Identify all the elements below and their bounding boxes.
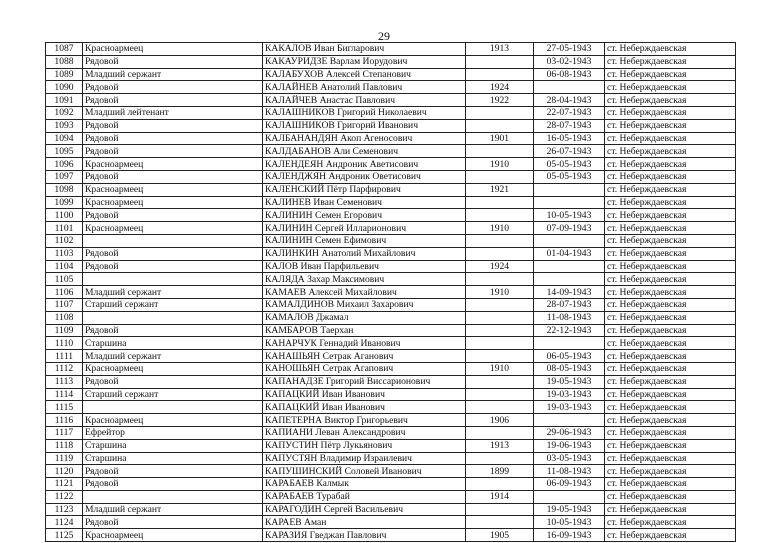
burial-place: ст. Неберждаевская	[605, 106, 736, 119]
rank: Рядовой	[83, 55, 263, 68]
rank: Рядовой	[83, 81, 263, 94]
record-number: 1088	[46, 55, 83, 68]
birth-year	[466, 145, 534, 158]
soldier-name: КАПАНАДЗЕ Григорий Виссарионович	[263, 375, 466, 388]
death-date: 16-09-1943	[534, 529, 605, 542]
burial-place: ст. Неберждаевская	[605, 170, 736, 183]
rank: Рядовой	[83, 145, 263, 158]
record-number: 1089	[46, 68, 83, 81]
soldier-name: КАПУШИНСКИЙ Соловей Иванович	[263, 465, 466, 478]
rank: Рядовой	[83, 209, 263, 222]
table-row	[46, 94, 736, 107]
soldier-name: КАЛБАНАНДЯН Акоп Агеносович	[263, 132, 466, 145]
table-row	[46, 106, 736, 119]
burial-place: ст. Неберждаевская	[605, 478, 736, 491]
burial-place: ст. Неберждаевская	[605, 350, 736, 363]
burial-place: ст. Неберждаевская	[605, 516, 736, 529]
table-row	[46, 170, 736, 183]
death-date: 06-05-1943	[534, 350, 605, 363]
table-row	[46, 414, 736, 427]
death-date: 06-09-1943	[534, 478, 605, 491]
soldier-name: КАНАШЬЯН Сетрак Аганович	[263, 350, 466, 363]
record-number: 1100	[46, 209, 83, 222]
table-row	[46, 324, 736, 337]
death-date	[534, 183, 605, 196]
birth-year: 1910	[466, 286, 534, 299]
table-row	[46, 81, 736, 94]
birth-year	[466, 170, 534, 183]
table-row	[46, 503, 736, 516]
soldier-name: КАЛАЙЧЕВ Анастас Павлович	[263, 94, 466, 107]
record-number: 1090	[46, 81, 83, 94]
rank: Старшина	[83, 452, 263, 465]
table-row	[46, 132, 736, 145]
death-date	[534, 196, 605, 209]
burial-place: ст. Неберждаевская	[605, 273, 736, 286]
birth-year: 1913	[466, 439, 534, 452]
death-date: 11-08-1943	[534, 311, 605, 324]
rank: Младший сержант	[83, 503, 263, 516]
burial-place: ст. Неберждаевская	[605, 298, 736, 311]
record-number: 1124	[46, 516, 83, 529]
record-number: 1101	[46, 222, 83, 235]
soldier-name: КАЛАШНИКОВ Григорий Иванович	[263, 119, 466, 132]
table-row	[46, 439, 736, 452]
table-row	[46, 298, 736, 311]
death-date: 01-04-1943	[534, 247, 605, 260]
table-row	[46, 43, 736, 56]
table-row	[46, 465, 736, 478]
birth-year	[466, 350, 534, 363]
soldier-name: КАЛЯДА Захар Максимович	[263, 273, 466, 286]
death-date: 05-05-1943	[534, 158, 605, 171]
soldier-name: КАЛЕНДЕЯН Андроник Аветисович	[263, 158, 466, 171]
birth-year	[466, 298, 534, 311]
death-date: 03-02-1943	[534, 55, 605, 68]
soldier-name: КАНОШЬЯН Сетрак Агапович	[263, 362, 466, 375]
death-date	[534, 414, 605, 427]
rank: Красноармеец	[83, 362, 263, 375]
birth-year	[466, 324, 534, 337]
burial-place: ст. Неберждаевская	[605, 55, 736, 68]
rank: Красноармеец	[83, 414, 263, 427]
birth-year	[466, 401, 534, 414]
rank: Рядовой	[83, 516, 263, 529]
birth-year: 1901	[466, 132, 534, 145]
record-number: 1104	[46, 260, 83, 273]
record-number: 1091	[46, 94, 83, 107]
soldier-name: КАЛАЙНЕВ Анатолий Павлович	[263, 81, 466, 94]
soldier-name: КАМАЕВ Алексей Михайлович	[263, 286, 466, 299]
table-row	[46, 119, 736, 132]
birth-year	[466, 337, 534, 350]
record-number: 1116	[46, 414, 83, 427]
death-date: 28-04-1943	[534, 94, 605, 107]
birth-year	[466, 516, 534, 529]
rank	[83, 490, 263, 503]
table-row	[46, 55, 736, 68]
burial-place: ст. Неберждаевская	[605, 209, 736, 222]
soldier-name: КАЛИНЕВ Иван Семенович	[263, 196, 466, 209]
birth-year	[466, 247, 534, 260]
memorial-roll-table	[45, 42, 736, 542]
birth-year: 1910	[466, 362, 534, 375]
record-number: 1111	[46, 350, 83, 363]
record-number: 1115	[46, 401, 83, 414]
rank: Рядовой	[83, 119, 263, 132]
burial-place: ст. Неберждаевская	[605, 375, 736, 388]
rank: Ефрейтор	[83, 426, 263, 439]
table-row	[46, 388, 736, 401]
table-row	[46, 375, 736, 388]
table-row	[46, 426, 736, 439]
record-number: 1107	[46, 298, 83, 311]
rank: Красноармеец	[83, 43, 263, 56]
record-number: 1105	[46, 273, 83, 286]
burial-place: ст. Неберждаевская	[605, 362, 736, 375]
burial-place: ст. Неберждаевская	[605, 81, 736, 94]
rank: Старший сержант	[83, 388, 263, 401]
death-date: 19-05-1943	[534, 503, 605, 516]
rank: Старшина	[83, 439, 263, 452]
birth-year	[466, 68, 534, 81]
table-row	[46, 490, 736, 503]
rank: Красноармеец	[83, 183, 263, 196]
burial-place: ст. Неберждаевская	[605, 222, 736, 235]
rank: Рядовой	[83, 478, 263, 491]
rank: Рядовой	[83, 94, 263, 107]
death-date: 19-06-1943	[534, 439, 605, 452]
soldier-name: КАПУСТЯН Владимир Израилевич	[263, 452, 466, 465]
death-date: 19-05-1943	[534, 375, 605, 388]
birth-year: 1913	[466, 43, 534, 56]
burial-place: ст. Неберждаевская	[605, 490, 736, 503]
soldier-name: КАПАЦКИЙ Иван Иванович	[263, 388, 466, 401]
record-number: 1093	[46, 119, 83, 132]
birth-year	[466, 452, 534, 465]
death-date	[534, 81, 605, 94]
rank: Рядовой	[83, 170, 263, 183]
death-date: 03-05-1943	[534, 452, 605, 465]
death-date: 22-12-1943	[534, 324, 605, 337]
birth-year: 1905	[466, 529, 534, 542]
death-date: 10-05-1943	[534, 516, 605, 529]
soldier-name: КАМАЛДИНОВ Михаил Захарович	[263, 298, 466, 311]
burial-place: ст. Неберждаевская	[605, 401, 736, 414]
record-number: 1125	[46, 529, 83, 542]
death-date	[534, 234, 605, 247]
soldier-name: КАПАЦКИЙ Иван Иванович	[263, 401, 466, 414]
rank: Младший лейтенант	[83, 106, 263, 119]
table-row	[46, 222, 736, 235]
rank: Рядовой	[83, 260, 263, 273]
record-number: 1108	[46, 311, 83, 324]
death-date	[534, 260, 605, 273]
burial-place: ст. Неберждаевская	[605, 145, 736, 158]
burial-place: ст. Неберждаевская	[605, 94, 736, 107]
burial-place: ст. Неберждаевская	[605, 426, 736, 439]
death-date: 08-05-1943	[534, 362, 605, 375]
rank: Старшина	[83, 337, 263, 350]
page-number: 29	[378, 29, 390, 43]
table-row	[46, 234, 736, 247]
death-date: 14-09-1943	[534, 286, 605, 299]
rank: Рядовой	[83, 247, 263, 260]
record-number: 1123	[46, 503, 83, 516]
death-date	[534, 337, 605, 350]
soldier-name: КАЛИНИН Сергей Илларионович	[263, 222, 466, 235]
rank: Красноармеец	[83, 529, 263, 542]
burial-place: ст. Неберждаевская	[605, 183, 736, 196]
death-date: 27-05-1943	[534, 43, 605, 56]
rank: Младший сержант	[83, 286, 263, 299]
birth-year	[466, 388, 534, 401]
rank: Рядовой	[83, 132, 263, 145]
table-row	[46, 183, 736, 196]
burial-place: ст. Неберждаевская	[605, 311, 736, 324]
death-date: 29-06-1943	[534, 426, 605, 439]
table-row	[46, 478, 736, 491]
table-row	[46, 68, 736, 81]
birth-year: 1922	[466, 94, 534, 107]
soldier-name: КАЛАШНИКОВ Григорий Николаевич	[263, 106, 466, 119]
record-number: 1110	[46, 337, 83, 350]
rank: Рядовой	[83, 324, 263, 337]
soldier-name: КАКАЛОВ Иван Бигларович	[263, 43, 466, 56]
burial-place: ст. Неберждаевская	[605, 452, 736, 465]
soldier-name: КАЛИНКИН Анатолий Михайлович	[263, 247, 466, 260]
table-row	[46, 516, 736, 529]
memorial-roll-body	[46, 43, 736, 542]
soldier-name: КАРАБАЕВ Калмык	[263, 478, 466, 491]
soldier-name: КАЛАБУХОВ Алексей Степанович	[263, 68, 466, 81]
soldier-name: КАРАЗИЯ Гведжан Павлович	[263, 529, 466, 542]
record-number: 1094	[46, 132, 83, 145]
burial-place: ст. Неберждаевская	[605, 68, 736, 81]
rank: Старший сержант	[83, 298, 263, 311]
rank: Рядовой	[83, 465, 263, 478]
death-date: 05-05-1943	[534, 170, 605, 183]
burial-place: ст. Неберждаевская	[605, 529, 736, 542]
soldier-name: КАРАЕВ Аман	[263, 516, 466, 529]
birth-year	[466, 119, 534, 132]
soldier-name: КАКАУРИДЗЕ Варлам Иорудович	[263, 55, 466, 68]
burial-place: ст. Неберждаевская	[605, 337, 736, 350]
record-number: 1092	[46, 106, 83, 119]
record-number: 1120	[46, 465, 83, 478]
rank: Младший сержант	[83, 350, 263, 363]
soldier-name: КАПИАНИ Леван Александрович	[263, 426, 466, 439]
burial-place: ст. Неберждаевская	[605, 158, 736, 171]
burial-place: ст. Неберждаевская	[605, 324, 736, 337]
death-date: 11-08-1943	[534, 465, 605, 478]
soldier-name: КАРАГОДИН Сергей Васильевич	[263, 503, 466, 516]
burial-place: ст. Неберждаевская	[605, 465, 736, 478]
burial-place: ст. Неберждаевская	[605, 286, 736, 299]
rank	[83, 311, 263, 324]
record-number: 1102	[46, 234, 83, 247]
death-date: 28-07-1943	[534, 298, 605, 311]
table-row	[46, 337, 736, 350]
rank: Младший сержант	[83, 68, 263, 81]
burial-place: ст. Неберждаевская	[605, 43, 736, 56]
death-date: 19-03-1943	[534, 388, 605, 401]
record-number: 1117	[46, 426, 83, 439]
table-row	[46, 209, 736, 222]
table-row	[46, 529, 736, 542]
death-date: 26-07-1943	[534, 145, 605, 158]
birth-year	[466, 311, 534, 324]
soldier-name: КАНАРЧУК Геннадий Иванович	[263, 337, 466, 350]
birth-year: 1906	[466, 414, 534, 427]
birth-year	[466, 273, 534, 286]
soldier-name: КАПУСТИН Пётр Лукьянович	[263, 439, 466, 452]
table-row	[46, 145, 736, 158]
record-number: 1095	[46, 145, 83, 158]
burial-place: ст. Неберждаевская	[605, 503, 736, 516]
birth-year	[466, 234, 534, 247]
record-number: 1097	[46, 170, 83, 183]
birth-year	[466, 375, 534, 388]
birth-year: 1914	[466, 490, 534, 503]
table-row	[46, 196, 736, 209]
table-row	[46, 260, 736, 273]
rank: Красноармеец	[83, 222, 263, 235]
birth-year	[466, 503, 534, 516]
record-number: 1119	[46, 452, 83, 465]
death-date	[534, 490, 605, 503]
death-date: 07-09-1943	[534, 222, 605, 235]
burial-place: ст. Неберждаевская	[605, 247, 736, 260]
birth-year: 1910	[466, 222, 534, 235]
birth-year	[466, 478, 534, 491]
birth-year: 1924	[466, 260, 534, 273]
soldier-name: КАРАБАЕВ Турабай	[263, 490, 466, 503]
rank: Рядовой	[83, 375, 263, 388]
table-row	[46, 247, 736, 260]
table-row	[46, 311, 736, 324]
birth-year	[466, 106, 534, 119]
birth-year: 1899	[466, 465, 534, 478]
record-number: 1106	[46, 286, 83, 299]
birth-year	[466, 426, 534, 439]
soldier-name: КАМБАРОВ Таерхан	[263, 324, 466, 337]
burial-place: ст. Неберждаевская	[605, 414, 736, 427]
rank: Красноармеец	[83, 196, 263, 209]
table-row	[46, 286, 736, 299]
table-row	[46, 452, 736, 465]
death-date: 10-05-1943	[534, 209, 605, 222]
birth-year: 1910	[466, 158, 534, 171]
burial-place: ст. Неберждаевская	[605, 260, 736, 273]
soldier-name: КАЛИНИН Семен Егорович	[263, 209, 466, 222]
record-number: 1099	[46, 196, 83, 209]
record-number: 1098	[46, 183, 83, 196]
rank	[83, 401, 263, 414]
soldier-name: КАМАЛОВ Джамал	[263, 311, 466, 324]
burial-place: ст. Неберждаевская	[605, 132, 736, 145]
birth-year	[466, 209, 534, 222]
burial-place: ст. Неберждаевская	[605, 196, 736, 209]
soldier-name: КАЛЕНДЖЯН Андроник Оветисович	[263, 170, 466, 183]
rank	[83, 273, 263, 286]
soldier-name: КАПЕТЕРНА Виктор Григорьевич	[263, 414, 466, 427]
death-date: 22-07-1943	[534, 106, 605, 119]
record-number: 1113	[46, 375, 83, 388]
death-date: 28-07-1943	[534, 119, 605, 132]
record-number: 1114	[46, 388, 83, 401]
death-date: 19-03-1943	[534, 401, 605, 414]
burial-place: ст. Неберждаевская	[605, 388, 736, 401]
record-number: 1109	[46, 324, 83, 337]
soldier-name: КАЛЕНСКИЙ Пётр Парфирович	[263, 183, 466, 196]
soldier-name: КАЛИНИН Семен Ефимович	[263, 234, 466, 247]
birth-year	[466, 55, 534, 68]
death-date: 16-05-1943	[534, 132, 605, 145]
record-number: 1122	[46, 490, 83, 503]
table-row	[46, 362, 736, 375]
record-number: 1103	[46, 247, 83, 260]
rank	[83, 234, 263, 247]
record-number: 1112	[46, 362, 83, 375]
birth-year	[466, 196, 534, 209]
birth-year: 1921	[466, 183, 534, 196]
record-number: 1118	[46, 439, 83, 452]
burial-place: ст. Неберждаевская	[605, 439, 736, 452]
death-date	[534, 273, 605, 286]
record-number: 1087	[46, 43, 83, 56]
table-row	[46, 273, 736, 286]
rank: Красноармеец	[83, 158, 263, 171]
soldier-name: КАЛДАБАНОВ Али Семенович	[263, 145, 466, 158]
death-date: 06-08-1943	[534, 68, 605, 81]
record-number: 1096	[46, 158, 83, 171]
table-row	[46, 401, 736, 414]
table-row	[46, 158, 736, 171]
table-row	[46, 350, 736, 363]
birth-year: 1924	[466, 81, 534, 94]
soldier-name: КАЛОВ Иван Парфильевич	[263, 260, 466, 273]
burial-place: ст. Неберждаевская	[605, 119, 736, 132]
record-number: 1121	[46, 478, 83, 491]
burial-place: ст. Неберждаевская	[605, 234, 736, 247]
